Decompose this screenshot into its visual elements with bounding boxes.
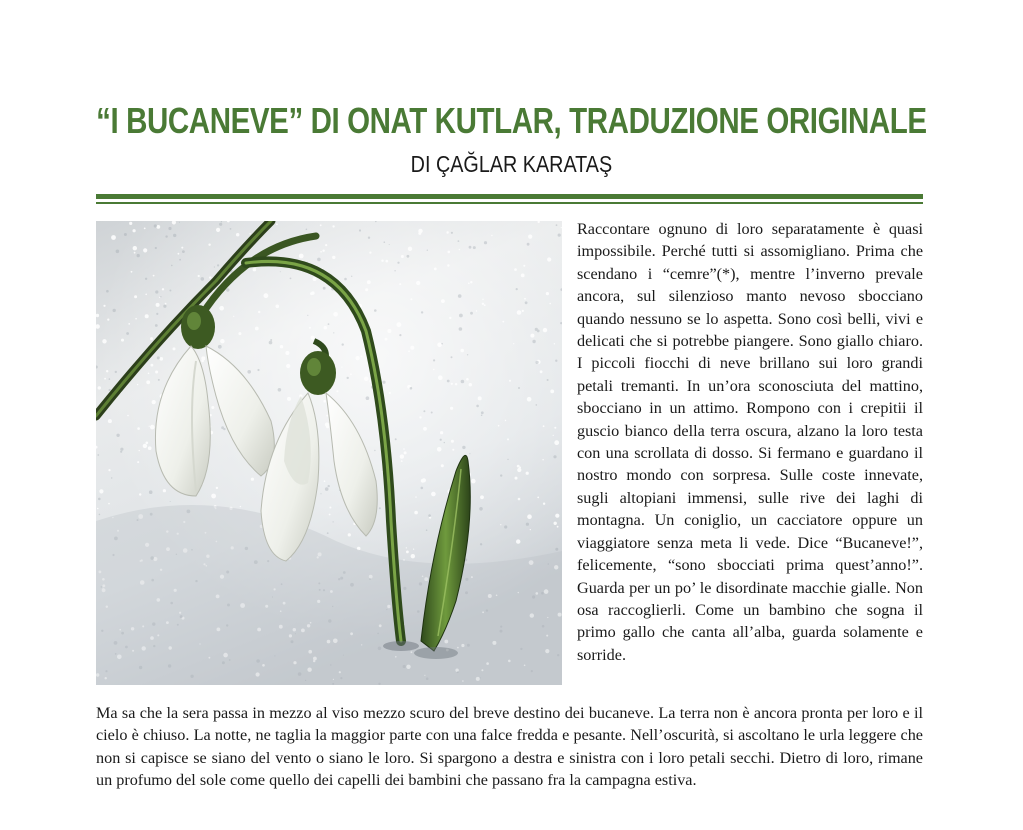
full-width-paragraph: Ma sa che la sera passa in mezzo al viso mezzo scuro del breve destino dei bucaneve. La terra non è ancora pronta per loro e il cielo è chiuso. La notte, ne taglia la maggior parte con una falce fredda e pesante. Nell’oscurità, si ascoltano le urla leggere che non si capisce se siano del vento o siano le loro. Si spargono a destra e sinistra con i loro petali secchi. Dietro di loro, rimane un profumo del sole come quello dei capelli dei bambini che passano fra la campagna estiva. (96, 704, 923, 790)
article-byline: DI ÇAĞLAR KARATAŞ (410, 151, 613, 177)
title-rule-thin (96, 202, 923, 204)
title-rule-thick (96, 194, 923, 199)
column-paragraph: Raccontare ognuno di loro separatamente è quasi impossibile. Perché tutti si assomigliano. Prima che scendano i “cemre”(*), mentre l’inverno prevale ancora, sul silenzioso manto nevoso sbocciano quando nessuno se lo aspetta. Sono così belli, vivi e delicati che si potrebbe piangere. Sono giallo chiaro. I piccoli fiocchi di neve brillano sui loro grandi petali tremanti. In un’ora sconosciuta del mattino, sbocciano in un attimo. Rompono con i crepitii il guscio bianco della terra oscura, alzano la loro testa con una scrollata di dosso. Si fermano e guardano il nostro mondo con sorpresa. Sulle coste innevate, sugli altopiani immensi, sulle rive dei laghi di montagna. Un coniglio, un cacciatore oppure un viaggiatore senza meta li vede. Dice “Bucaneve!”, felicemente, “sono sbocciati prima quest’anno!”. Guarda per un po’ le disordinate macchie gialle. Non osa raccoglierli. Come un bambino che sogna il primo gallo che canta all’alba, guarda solamente e sorride. (577, 220, 923, 664)
snowdrops-photo (96, 221, 562, 685)
article-title: “I BUCANEVE” DI ONAT KUTLAR, TRADUZIONE ORIGINALE (96, 100, 927, 141)
